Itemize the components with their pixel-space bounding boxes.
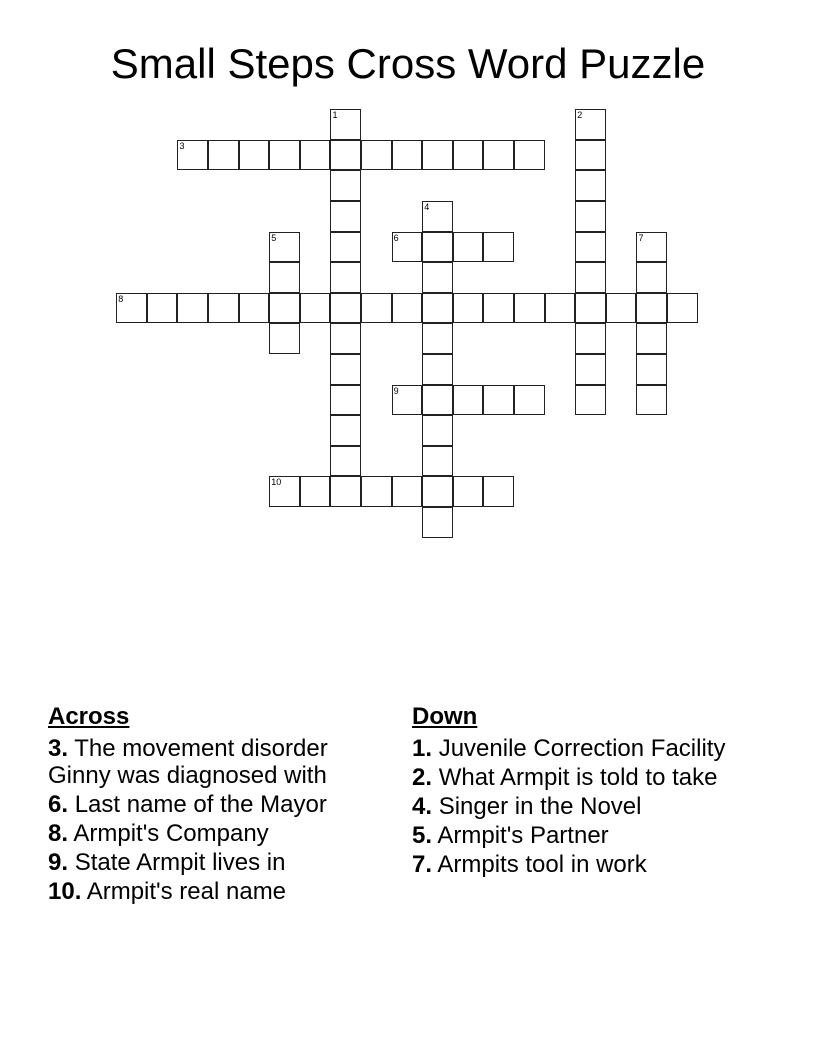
grid-cell[interactable] (575, 170, 606, 201)
grid-cell[interactable] (575, 201, 606, 232)
grid-cell[interactable] (422, 293, 453, 324)
grid-cell[interactable] (330, 232, 361, 263)
grid-cell[interactable] (330, 262, 361, 293)
grid-cell[interactable] (422, 323, 453, 354)
grid-cell[interactable] (330, 140, 361, 171)
across-heading: Across (48, 703, 130, 730)
down-clue (412, 793, 742, 820)
grid-cell[interactable] (392, 385, 423, 416)
grid-cell[interactable] (422, 415, 453, 446)
grid-cell[interactable] (575, 232, 606, 263)
grid-cell[interactable] (392, 140, 423, 171)
grid-cell[interactable] (361, 293, 392, 324)
clue-number-label: 5 (271, 232, 277, 243)
clue-text: Armpit's real name (86, 878, 287, 905)
grid-cell[interactable] (116, 293, 147, 324)
down-clue (412, 822, 742, 849)
clue-text: Armpit's Partner (437, 822, 609, 849)
grid-cell[interactable] (269, 323, 300, 354)
grid-cell[interactable] (636, 385, 667, 416)
grid-cell[interactable] (483, 293, 514, 324)
grid-cell[interactable] (392, 476, 423, 507)
puzzle-title: Small Steps Cross Word Puzzle (110, 40, 706, 87)
grid-cell[interactable] (453, 293, 484, 324)
grid-cell[interactable] (330, 354, 361, 385)
grid-cell[interactable] (575, 323, 606, 354)
clue-number-label: 2 (577, 110, 583, 121)
clue-number: 3. (48, 735, 69, 762)
grid-cell[interactable] (330, 170, 361, 201)
clue-text: What Armpit is told to take (438, 764, 718, 791)
grid-cell[interactable] (422, 262, 453, 293)
grid-cell[interactable] (545, 293, 576, 324)
clue-text: Singer in the Novel (438, 793, 642, 820)
grid-cell[interactable] (330, 476, 361, 507)
grid-cell[interactable] (269, 293, 300, 324)
down-clues (412, 703, 742, 880)
grid-cell[interactable] (636, 323, 667, 354)
grid-cell[interactable] (208, 293, 239, 324)
grid-cell[interactable] (575, 385, 606, 416)
grid-cell[interactable] (392, 293, 423, 324)
grid-cell[interactable] (239, 140, 270, 171)
grid-cell[interactable] (208, 140, 239, 171)
clue-number: 6. (48, 791, 69, 818)
grid-cell[interactable] (422, 446, 453, 477)
clue-number-label: 1 (332, 110, 338, 121)
clue-number: 2. (412, 764, 433, 791)
grid-cell[interactable] (575, 293, 606, 324)
grid-cell[interactable] (636, 232, 667, 263)
grid-cell[interactable] (147, 293, 178, 324)
clue-number: 7. (412, 851, 433, 878)
across-clue (48, 878, 378, 905)
grid-cell[interactable] (422, 140, 453, 171)
down-heading: Down (412, 703, 478, 730)
grid-cell[interactable] (483, 140, 514, 171)
grid-cell[interactable] (483, 385, 514, 416)
grid-cell[interactable] (453, 232, 484, 263)
grid-cell[interactable] (300, 293, 331, 324)
grid-cell[interactable] (330, 323, 361, 354)
grid-cell[interactable] (422, 507, 453, 538)
grid-cell[interactable] (514, 140, 545, 171)
grid-cell[interactable] (361, 140, 392, 171)
grid-cell[interactable] (575, 140, 606, 171)
grid-cell[interactable] (422, 385, 453, 416)
grid-cell[interactable] (392, 232, 423, 263)
clue-text: Armpits tool in work (437, 851, 647, 878)
grid-cell[interactable] (606, 293, 637, 324)
clue-text: Juvenile Correction Facility (438, 735, 726, 762)
grid-cell[interactable] (453, 476, 484, 507)
clue-number-label: 7 (638, 232, 644, 243)
grid-cell[interactable] (330, 293, 361, 324)
across-clues (48, 703, 378, 907)
down-clue (412, 851, 742, 878)
across-clue (48, 735, 378, 789)
grid-cell[interactable] (483, 476, 514, 507)
clue-number-label: 9 (393, 385, 399, 396)
grid-cell[interactable] (575, 109, 606, 140)
grid-cell[interactable] (422, 201, 453, 232)
grid-cell[interactable] (177, 293, 208, 324)
clue-number-label: 3 (179, 140, 185, 151)
grid-cell[interactable] (269, 262, 300, 293)
clue-number: 10. (48, 878, 82, 905)
grid-cell[interactable] (269, 476, 300, 507)
grid-cell[interactable] (330, 415, 361, 446)
grid-cell[interactable] (636, 354, 667, 385)
clue-number: 8. (48, 820, 69, 847)
down-clue (412, 764, 742, 791)
clue-number-label: 6 (393, 232, 399, 243)
grid-cell[interactable] (300, 476, 331, 507)
clue-text: Last name of the Mayor (74, 791, 327, 818)
grid-cell[interactable] (514, 293, 545, 324)
grid-cell[interactable] (422, 354, 453, 385)
grid-cell[interactable] (636, 262, 667, 293)
across-clue (48, 849, 378, 876)
clue-text: The movement disorder Ginny was diagnosed with (48, 735, 328, 789)
grid-cell[interactable] (330, 201, 361, 232)
grid-cell[interactable] (514, 385, 545, 416)
clue-number: 1. (412, 735, 433, 762)
grid-cell[interactable] (177, 140, 208, 171)
grid-cell[interactable] (269, 140, 300, 171)
clue-number: 5. (412, 822, 433, 849)
grid-cell[interactable] (667, 293, 698, 324)
clue-number-label: 4 (424, 202, 430, 213)
clue-number: 4. (412, 793, 433, 820)
clue-number: 9. (48, 849, 69, 876)
clue-text: Armpit's Company (73, 820, 269, 847)
grid-cell[interactable] (330, 109, 361, 140)
grid-cell[interactable] (453, 140, 484, 171)
grid-cell[interactable] (636, 293, 667, 324)
grid-cell[interactable] (300, 140, 331, 171)
grid-cell[interactable] (239, 293, 270, 324)
grid-cell[interactable] (575, 262, 606, 293)
clue-number-label: 10 (271, 477, 282, 488)
grid-cell[interactable] (483, 232, 514, 263)
grid-cell[interactable] (422, 476, 453, 507)
grid-cell[interactable] (330, 385, 361, 416)
grid-cell[interactable] (269, 232, 300, 263)
grid-cell[interactable] (330, 446, 361, 477)
clue-text: State Armpit lives in (74, 849, 286, 876)
grid-cell[interactable] (575, 354, 606, 385)
across-clue (48, 820, 378, 847)
clue-number-label: 8 (118, 293, 124, 304)
down-clue (412, 735, 742, 762)
grid-cell[interactable] (453, 385, 484, 416)
across-clue (48, 791, 378, 818)
grid-cell[interactable] (361, 476, 392, 507)
grid-cell[interactable] (422, 232, 453, 263)
